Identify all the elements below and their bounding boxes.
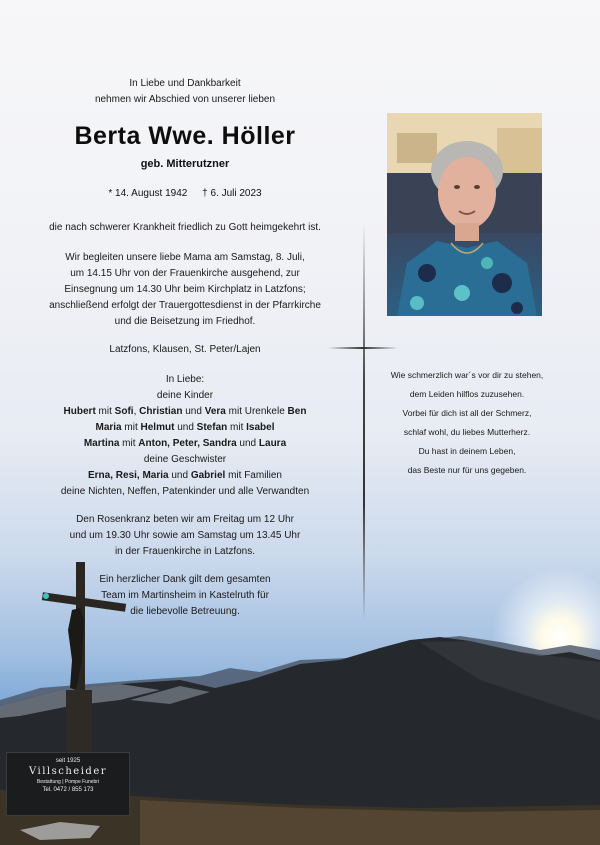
thanks-line: Team im Martinsheim in Kastelruth für: [101, 590, 269, 601]
rosary-line: Den Rosenkranz beten wir am Freitag um 12 Uhr: [76, 514, 294, 525]
siblings-label: deine Geschwister: [143, 454, 227, 465]
places: Latzfons, Klausen, St. Peter/Lajen: [109, 344, 261, 355]
maiden-name: geb. Mitterutzner: [140, 158, 230, 170]
family-name: Maria: [95, 422, 122, 433]
family-connector: mit: [227, 422, 247, 433]
vertical-divider: [363, 222, 365, 622]
family-name: Ben: [287, 406, 307, 417]
poem-line: Du hast in deinem Leben,: [418, 446, 516, 456]
logo-phone: Tel. 0472 / 855 173: [42, 787, 94, 793]
family-list: [40, 372, 330, 500]
family-name: Hubert: [63, 406, 96, 417]
family-name: Laura: [258, 438, 287, 449]
family-name: Isabel: [246, 422, 275, 433]
rosary-line: und um 19.30 Uhr sowie am Samstag um 13.45 Uhr: [69, 530, 301, 541]
rosary-line: in der Frauenkirche in Latzfons.: [114, 546, 256, 557]
intro-text: [40, 76, 330, 108]
logo-brand: Villscheider: [28, 766, 108, 777]
family-name: Erna, Resi, Maria: [88, 470, 169, 481]
family-row: [40, 404, 330, 420]
family-name: Sofi: [114, 406, 134, 417]
family-name: Stefan: [196, 422, 228, 433]
family-name: Anton, Peter, Sandra: [138, 438, 237, 449]
poem-line: das Beste nur für uns gegeben.: [407, 465, 527, 475]
family-connector: mit Familien: [225, 470, 282, 481]
funeral-line: um 14.15 Uhr von der Frauenkirche ausgehend, zur: [70, 268, 300, 279]
portrait-photo: [387, 113, 542, 316]
funeral-line: und die Beisetzung im Friedhof.: [114, 316, 256, 327]
funeral-line: Wir begleiten unsere liebe Mama am Samstag, 8. Juli,: [65, 252, 305, 263]
funeral-line: Einsegnung um 14.30 Uhr beim Kirchplatz in Latzfons;: [64, 284, 306, 295]
thanks-line: die liebevolle Betreuung.: [130, 606, 240, 617]
death-date: † 6. Juli 2023: [202, 188, 262, 199]
family-connector: mit Urenkele: [225, 406, 288, 417]
logo-subtitle: Bestattung | Pompe Funebri: [36, 779, 100, 785]
family-name: Gabriel: [190, 470, 226, 481]
funeral-line: anschließend erfolgt der Trauergottesdienst in der Pfarrkirche: [49, 300, 321, 311]
cross-divider: [328, 347, 398, 349]
life-dates: [40, 188, 330, 199]
intro-line-1: In Liebe und Dankbarkeit: [129, 78, 241, 89]
deceased-name: Berta Wwe. Höller: [74, 122, 296, 150]
poem: [372, 366, 562, 480]
thanks-text: [40, 572, 330, 620]
family-connector: mit: [95, 406, 115, 417]
thanks-line: Ein herzlicher Dank gilt dem gesamten: [99, 574, 271, 585]
poem-line: Vorbei für dich ist all der Schmerz,: [402, 408, 532, 418]
family-row: [40, 420, 330, 436]
family-heading: In Liebe:: [165, 374, 205, 385]
family-name: Helmut: [140, 422, 175, 433]
rosary-details: [40, 512, 330, 560]
poem-line: schlaf wohl, du liebes Mutterherz.: [403, 427, 531, 437]
family-name: Christian: [139, 406, 183, 417]
family-connector: und: [182, 406, 205, 417]
family-connector: mit: [121, 422, 141, 433]
family-row: [40, 436, 330, 452]
children-label: deine Kinder: [156, 390, 214, 401]
poem-line: Wie schmerzlich war´s vor dir zu stehen,: [390, 370, 544, 380]
family-connector: mit: [119, 438, 139, 449]
family-row: [40, 468, 330, 484]
family-connector: ,: [133, 406, 140, 417]
funeral-details: [40, 250, 330, 330]
other-relatives: deine Nichten, Neffen, Patenkinder und alle Verwandten: [60, 486, 310, 497]
family-connector: und: [174, 422, 197, 433]
family-connector: und: [236, 438, 259, 449]
birth-date: * 14. August 1942: [108, 188, 188, 199]
logo-since: seit 1925: [55, 758, 81, 764]
family-connector: und: [168, 470, 191, 481]
funeral-home-logo: [6, 752, 130, 816]
family-name: Martina: [83, 438, 120, 449]
family-name: Vera: [204, 406, 226, 417]
announcement: die nach schwerer Krankheit friedlich zu Gott heimgekehrt ist.: [49, 222, 321, 233]
intro-line-2: nehmen wir Abschied von unserer lieben: [94, 94, 276, 105]
poem-line: dem Leiden hilflos zuzusehen.: [409, 389, 525, 399]
